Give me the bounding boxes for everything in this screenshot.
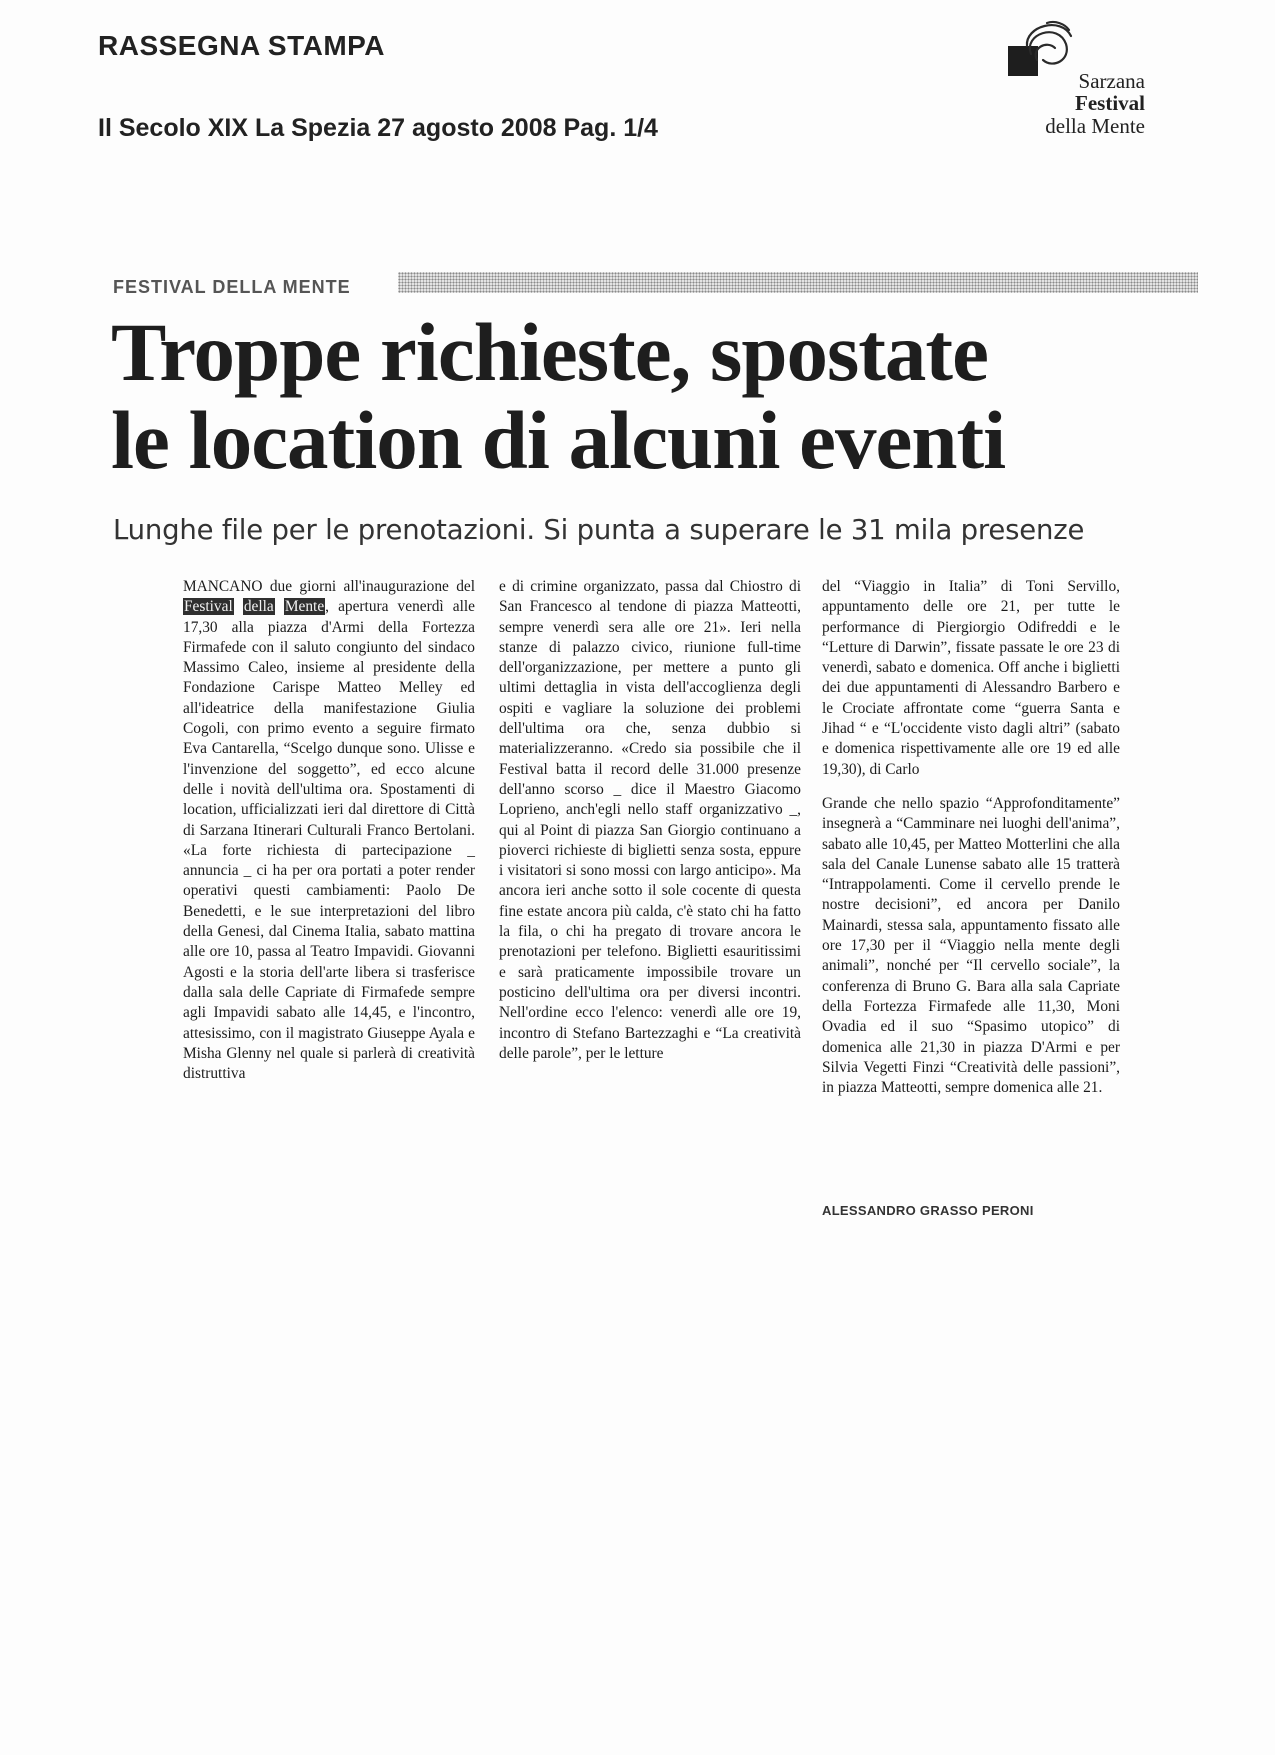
column-1-body: , apertura venerdì alle 17,30 alla piazza d'Armi della Fortezza Firmafede con il saluto congiunto del sindaco Massimo Caleo, insieme al presidente della Fondazione Carispe Matteo Melley ed all'ideatrice della manifestazione Giulia Cogoli, con primo evento a seguire firmato Eva Cantarella, “Scelgo dunque sono. Ulisse e l'invenzione del soggetto”, ed ecco alcune delle i novità dell'ultima ora. Spostamenti di location, ufficializzati ieri dal direttore di Città di Sarzana Itinerari Culturali Franco Bertolani. «La forte richiesta di partecipazione _ annuncia _ ci ha per ora portati a poter render operativi questi cambiamenti: Paolo De Benedetti, e le sue interpretazioni del libro della Genesi, dal Cinema Italia, sabato mattina alle ore 10, passa al Teatro Impavidi. Giovanni Agosti e la storia dell'arte libera si trasferisce dalla sala delle Capriate di Firmafede sempre agli Impavidi sabato alle 14,45, e l'incontro, attesissimo, con il magistrato Giuseppe Ayala e Misha Glenny nel quale si parlerà di creatività distruttiva	[183, 598, 475, 1083]
kicker-rule	[398, 272, 1198, 293]
author-byline: ALESSANDRO GRASSO PERONI	[822, 1203, 1034, 1218]
highlight-mente: Mente	[284, 598, 325, 616]
headline	[111, 308, 1241, 484]
logo-festival: Festival	[1075, 91, 1145, 115]
headline-line-1: Troppe richieste, spostate	[111, 306, 988, 398]
headline-line-2: le location di alcuni eventi	[111, 394, 1006, 486]
article-column-2	[499, 577, 801, 1064]
subheadline: Lunghe file per le prenotazioni. Si punta a superare le 31 mila presenze	[113, 514, 1085, 546]
column-3-paragraph-1: del “Viaggio in Italia” di Toni Servillo, appuntamento delle ore 21, per tutte le performance di Piergiorgio Odifreddi e le “Letture di Darwin”, fissate passate le ore 23 di venerdì, sabato e domenica. Off anche i biglietti dei due appuntamenti di Alessandro Barbero e le Crociate affrontate come “guerra Santa e Jihad “ e “L'occidente visto dagli altri” (sabato e domenica rispettivamente alle ore 19 ed alle 19,30), di Carlo	[822, 578, 1120, 778]
festival-logo	[1003, 14, 1163, 144]
column-2-paragraph: e di crimine organizzato, passa dal Chiostro di San Francesco al tendone di piazza Matteotti, sempre venerdì sera alle ore 21». Ieri nella stanze di palazzo civico, riunione full-time dell'organizzazione, per mettere a punto gli ultimi dettaglia in vista dell'accoglienza degli ospiti e vagliare la soluzione dei problemi dell'ultima ora che, senza dubbio si materializzeranno. «Credo sia possibile che il Festival batta il record delle 31.000 presenze dell'anno scorso _ dice il Maestro Giacomo Loprieno, anch'egli nello staff organizzativo _, qui al Point di piazza San Giorgio continuano a pioverci richieste di biglietti senza sosta, eppure i visitatori si sono mossi con largo anticipo». Ma ancora ieri anche sotto il sole cocente di questa fine estate ancora più calda, c'è stato chi ha fatto la fila, o chi ha pregato di trovare ancora le prenotazioni per telefono. Biglietti esauritissimi e sarà praticamente impossibile trovare un posticino dell'ultima ora per diversi incontri. Nell'ordine ecco l'elenco: venerdì alle ore 19, incontro di Stefano Bartezzaghi e “La creatività delle parole”, per le letture	[499, 578, 801, 1062]
article-column-3	[822, 577, 1120, 1098]
highlight-della: della	[243, 598, 274, 616]
source-line: Il Secolo XIX La Spezia 27 agosto 2008 Pag. 1/4	[98, 114, 658, 142]
highlight-festival: Festival	[184, 598, 233, 616]
press-review-title: RASSEGNA STAMPA	[98, 30, 385, 61]
column-3-paragraph-2: Grande che nello spazio “Approfonditamente” insegnerà a “Camminare nei luoghi dell'anima”, sabato alle 10,45, per Matteo Motterlini che alla sala del Canale Lunense sabato alle 15 tratterà “Intrappolamenti. Come il cervello prende le nostre decisioni”, ed ancora per Danilo Mainardi, stessa sala, appuntamento fissato alle ore 17,30 per il “Viaggio nella mente degli animali”, nonché per “Il cervello sociale”, la conferenza di Bruno G. Bara alla sala Capriate della Fortezza Firmafede alle 11,30, Moni Ovadia ed il suo “Spasimo utopico” di domenica alle 21,30 in piazza D'Armi e per Silvia Vegetti Finzi “Creatività delle passioni”, in piazza Matteotti, sempre domenica alle 21.	[822, 794, 1120, 1097]
logo-city: Sarzana	[1078, 69, 1145, 93]
column-1-paragraph	[183, 577, 475, 1084]
lead-text: MANCANO due giorni all'inaugurazione del	[183, 578, 475, 595]
section-kicker: FESTIVAL DELLA MENTE	[113, 277, 351, 297]
article-column-1	[183, 577, 475, 1084]
logo-mente: della Mente	[1045, 114, 1145, 138]
